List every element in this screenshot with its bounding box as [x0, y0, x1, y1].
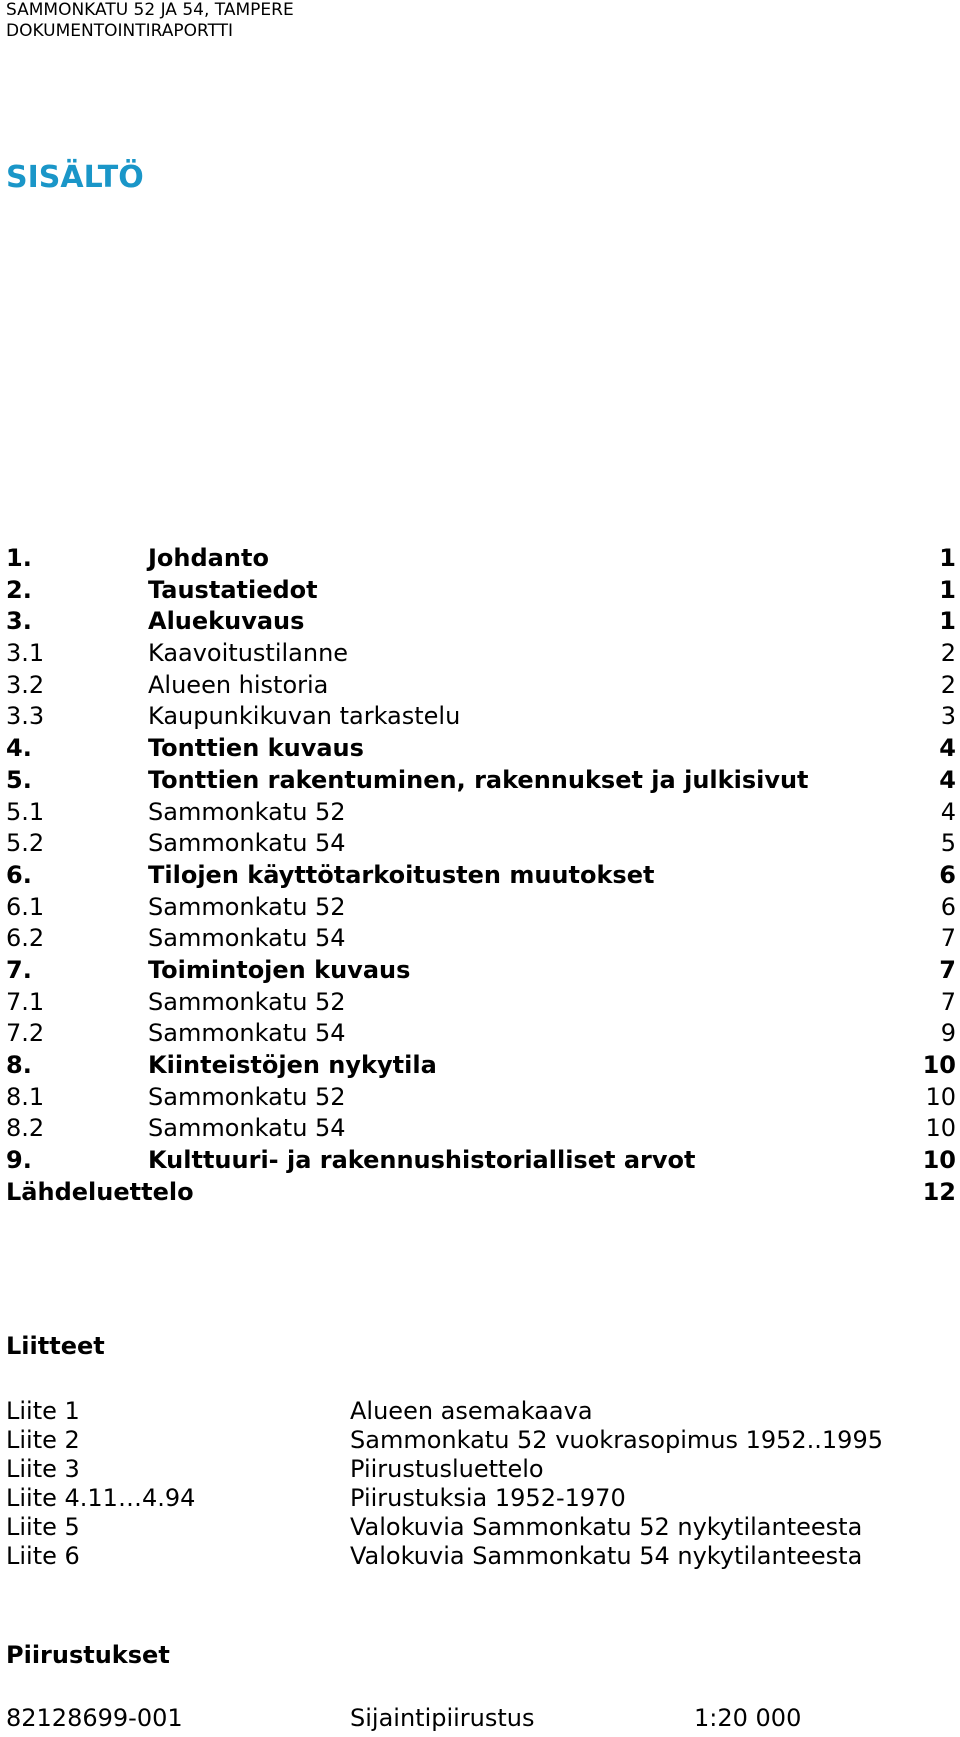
- attachment-id: Liite 4.11…4.94: [6, 1484, 196, 1512]
- toc-entry-title: Alueen historia: [148, 670, 329, 699]
- toc-entry-title: Sammonkatu 54: [148, 924, 346, 953]
- toc-entry-number: 3.: [6, 607, 32, 636]
- toc-entry-page: 9: [940, 1019, 956, 1048]
- toc-entry-title: Sammonkatu 54: [148, 829, 346, 858]
- toc-entry-number: 3.3: [6, 702, 45, 731]
- drawings-list: [6, 1704, 956, 1733]
- toc-entry: [6, 1050, 956, 1082]
- attachment-description: Piirustuksia 1952-1970: [350, 1484, 626, 1512]
- toc-entry-number: 2.: [6, 575, 32, 604]
- toc-entry-title: Toimintojen kuvaus: [148, 955, 411, 984]
- attachment-id: Liite 3: [6, 1455, 80, 1483]
- toc-entry-page: 7: [940, 987, 956, 1016]
- toc-entry-title: Sammonkatu 52: [148, 1082, 346, 1111]
- toc-entry-title: Johdanto: [148, 544, 269, 572]
- drawing-item: [6, 1704, 956, 1733]
- toc-entry: [6, 1082, 956, 1114]
- toc-entry-page: 1: [939, 575, 956, 604]
- toc-entry-number: 8.: [6, 1051, 32, 1079]
- toc-entry: [6, 606, 956, 638]
- toc-entry-number: Lähdeluettelo: [6, 1177, 194, 1206]
- toc-entry-page: 10: [925, 1082, 956, 1111]
- toc-entry: [6, 575, 956, 607]
- attachment-description: Valokuvia Sammonkatu 54 nykytilanteesta: [350, 1542, 863, 1570]
- toc-entry: [6, 543, 956, 575]
- toc-entry: [6, 1145, 956, 1177]
- header-report-type: DOKUMENTOINTIRAPORTTI: [6, 21, 234, 41]
- attachment-item: [6, 1455, 956, 1484]
- toc-entry: [6, 892, 956, 924]
- toc-entry-page: 12: [922, 1177, 956, 1206]
- toc-entry-page: 2: [940, 670, 956, 699]
- toc-entry-page: 4: [939, 734, 956, 763]
- toc-entry-title: Tonttien kuvaus: [148, 734, 364, 763]
- attachment-item: [6, 1542, 956, 1571]
- drawing-code: 82128699-001: [6, 1704, 183, 1732]
- toc-entry: [6, 670, 956, 702]
- toc-entry-page: 7: [939, 955, 956, 984]
- toc-entry-number: 6.2: [6, 924, 45, 953]
- toc-entry-number: 8.2: [6, 1114, 45, 1143]
- toc-entry-number: 5.2: [6, 829, 45, 858]
- toc-entry-number: 6.1: [6, 892, 45, 921]
- toc-entry-title: Sammonkatu 52: [148, 797, 346, 826]
- toc-entry-title: Kaavoitustilanne: [148, 639, 349, 668]
- toc-entry-page: 1: [939, 544, 956, 572]
- toc-entry-title: Taustatiedot: [148, 575, 318, 604]
- toc-entry: [6, 828, 956, 860]
- toc-entry-title: Sammonkatu 52: [148, 987, 346, 1016]
- toc-entry-title: Aluekuvaus: [148, 607, 305, 636]
- toc-entry-title: Sammonkatu 52: [148, 892, 346, 921]
- toc-entry-number: 7.: [6, 955, 32, 984]
- toc-entry-title: Kulttuuri- ja rakennushistorialliset arvot: [148, 1146, 696, 1175]
- attachment-id: Liite 1: [6, 1397, 80, 1425]
- toc-entry-number: 1.: [6, 544, 32, 572]
- toc-entry-page: 6: [940, 892, 956, 921]
- toc-entry-page: 3: [940, 702, 956, 731]
- toc-entry: [6, 1113, 956, 1145]
- toc-entry: [6, 860, 956, 892]
- page-title: SISÄLTÖ: [6, 160, 144, 195]
- attachment-id: Liite 5: [6, 1513, 80, 1541]
- toc-entry-title: Sammonkatu 54: [148, 1114, 346, 1143]
- header-address: SAMMONKATU 52 JA 54, TAMPERE: [6, 0, 294, 20]
- toc-entry-number: 7.2: [6, 1019, 45, 1048]
- toc-entry: [6, 1018, 956, 1050]
- attachment-id: Liite 6: [6, 1542, 80, 1570]
- attachment-item: [6, 1397, 956, 1426]
- toc-entry: [6, 923, 956, 955]
- attachment-item: [6, 1426, 956, 1455]
- toc-entry-number: 3.2: [6, 670, 45, 699]
- toc-entry-page: 5: [940, 829, 956, 858]
- toc-entry-title: Tonttien rakentuminen, rakennukset ja julkisivut: [148, 765, 809, 794]
- drawings-heading: Piirustukset: [6, 1641, 170, 1669]
- toc-entry-number: 3.1: [6, 639, 45, 668]
- toc-entry-title: Kiinteistöjen nykytila: [148, 1051, 437, 1079]
- table-of-contents: [6, 543, 956, 1208]
- toc-entry: [6, 701, 956, 733]
- toc-entry-number: 9.: [6, 1146, 32, 1175]
- toc-entry: [6, 1177, 956, 1209]
- toc-entry-title: Tilojen käyttötarkoitusten muutokset: [148, 860, 655, 889]
- drawing-name: Sijaintipiirustus: [350, 1704, 535, 1732]
- attachment-description: Alueen asemakaava: [350, 1397, 593, 1425]
- attachment-description: Valokuvia Sammonkatu 52 nykytilanteesta: [350, 1513, 863, 1541]
- toc-entry-page: 10: [925, 1114, 956, 1143]
- toc-entry-page: 10: [922, 1051, 956, 1079]
- toc-entry-page: 2: [940, 639, 956, 668]
- toc-entry-page: 4: [939, 765, 956, 794]
- toc-entry: [6, 638, 956, 670]
- attachments-list: [6, 1397, 956, 1571]
- toc-entry: [6, 733, 956, 765]
- toc-entry-number: 6.: [6, 860, 32, 889]
- toc-entry-page: 10: [922, 1146, 956, 1175]
- attachment-id: Liite 2: [6, 1426, 80, 1454]
- toc-entry-page: 1: [939, 607, 956, 636]
- toc-entry-number: 5.1: [6, 797, 45, 826]
- toc-entry-number: 5.: [6, 765, 32, 794]
- toc-entry-title: Kaupunkikuvan tarkastelu: [148, 702, 461, 731]
- toc-entry-number: 7.1: [6, 987, 45, 1016]
- toc-entry: [6, 765, 956, 797]
- document-header: [6, 0, 294, 42]
- toc-entry: [6, 987, 956, 1019]
- toc-entry-page: 4: [940, 797, 956, 826]
- toc-entry-number: 8.1: [6, 1082, 45, 1111]
- toc-entry-page: 6: [939, 860, 956, 889]
- toc-entry: [6, 797, 956, 829]
- toc-entry-page: 7: [940, 924, 956, 953]
- attachment-description: Piirustusluettelo: [350, 1455, 544, 1483]
- toc-entry-title: Sammonkatu 54: [148, 1019, 346, 1048]
- attachment-description: Sammonkatu 52 vuokrasopimus 1952..1995: [350, 1426, 883, 1454]
- attachments-heading: Liitteet: [6, 1332, 105, 1360]
- attachment-item: [6, 1484, 956, 1513]
- toc-entry-number: 4.: [6, 734, 32, 763]
- toc-entry: [6, 955, 956, 987]
- attachment-item: [6, 1513, 956, 1542]
- drawing-scale: 1:20 000: [694, 1704, 802, 1732]
